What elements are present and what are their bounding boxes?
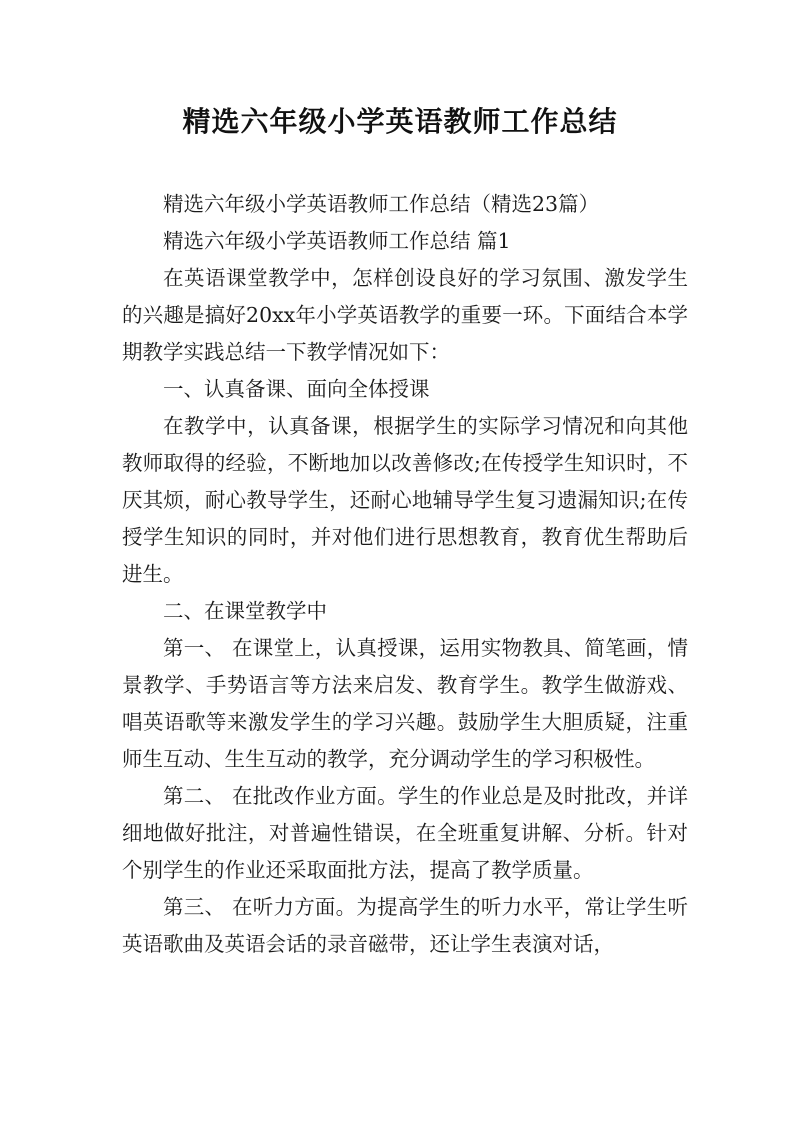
paragraph-third-point: 第三、 在听力方面。为提高学生的听力水平，常让学生听英语歌曲及英语会话的录音磁带，还让学生表演对话， bbox=[122, 895, 688, 956]
piece-heading: 精选六年级小学英语教师工作总结 篇1 bbox=[163, 229, 511, 253]
document-title: 精选六年级小学英语教师工作总结 bbox=[182, 105, 618, 138]
section-heading-2: 二、在课堂教学中 bbox=[163, 599, 327, 623]
paragraph-section-1: 在教学中，认真备课，根据学生的实际学习情况和向其他教师取得的经验，不断地加以改善修改;在传授学生知识时，不厌其烦，耐心教导学生，还耐心地辅导学生复习遗漏知识;在传授学生知识的同时，并对他们进行思想教育，教育优生帮助后进生。 bbox=[122, 414, 688, 586]
document-subtitle: 精选六年级小学英语教师工作总结（精选23篇） bbox=[163, 192, 600, 216]
document-body bbox=[122, 186, 688, 963]
section-heading-1: 一、认真备课、面向全体授课 bbox=[163, 377, 430, 401]
paragraph-intro: 在英语课堂教学中，怎样创设良好的学习氛围、激发学生的兴趣是搞好20xx年小学英语教学的重要一环。下面结合本学期教学实践总结一下教学情况如下： bbox=[122, 266, 688, 364]
paragraph-second-point: 第二、 在批改作业方面。学生的作业总是及时批改，并详细地做好批注，对普遍性错误，在全班重复讲解、分析。针对个别学生的作业还采取面批方法，提高了教学质量。 bbox=[122, 784, 688, 882]
paragraph-first-point: 第一、 在课堂上，认真授课，运用实物教具、简笔画，情景教学、手势语言等方法来启发、教育学生。教学生做游戏、唱英语歌等来激发学生的学习兴趣。鼓励学生大胆质疑，注重师生互动、生生互动的教学，充分调动学生的学习积极性。 bbox=[122, 636, 688, 771]
